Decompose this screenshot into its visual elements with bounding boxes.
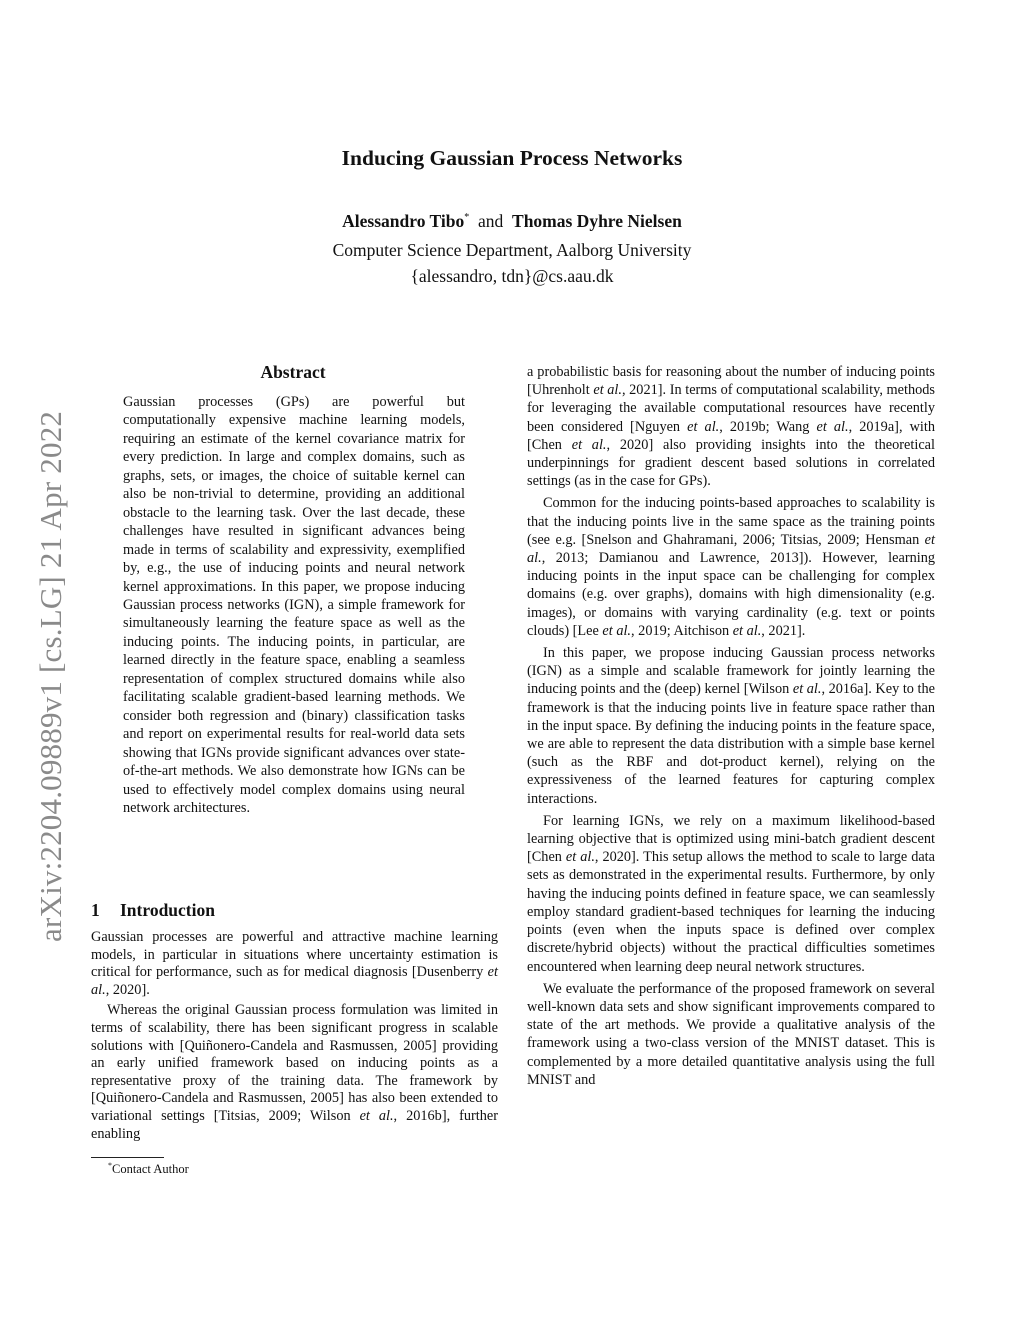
author-line: [0, 211, 1024, 232]
abstract-text: Gaussian processes (GPs) are powerful but computationally expensive machine learning models, requiring an estimate of the kernel covariance matrix for every prediction. In large and complex domains, such as graphs, sets, or images, the choice of suitable kernel can also be non-trivial to determine, providing an additional obstacle to the learning task. Over the last decade, these challenges have resulted in significant advances being made in terms of scalability and expressivity, exemplified by, e.g., the use of inducing points and neural network kernel approximations. In this paper, we propose inducing Gaussian process networks (IGN), a simple framework for simultaneously learning the feature space as well as the inducing points. The inducing points, in particular, are learned directly in the feature space, enabling a seamless representation of complex structured domains while also facilitating scalable gradient-based learning methods. We consider both regression and (binary) classification tasks and report on experimental results for real-world data sets showing that IGNs provide significant advances over state-of-the-art methods. We also demonstrate how IGNs can be used to effectively model complex domains using neural network architectures.: [123, 394, 465, 816]
paragraph: Gaussian processes are powerful and attractive machine learning models, in particular in situations where uncertainty estimation is critical for performance, such as for medical diagnosis [Dusenberry et al., 2020].: [91, 929, 498, 998]
footnote: [108, 1161, 189, 1177]
footnote-rule: [91, 1157, 164, 1158]
footnote-mark: *: [108, 1161, 112, 1170]
section-title: Introduction: [120, 900, 215, 920]
author-conjunction: and: [477, 211, 504, 231]
paragraph: a probabilistic basis for reasoning about the number of inducing points [Uhrenholt et al., 2021]. In terms of computational scalability, methods for leveraging the available computational resources have recently been considered [Nguyen et al., 2019b; Wang et al., 2019a], with [Chen et al., 2020] also providing insights into the theoretical underpinnings for gradient descent based solutions in correlated settings (as in the case for GPs).: [527, 364, 936, 490]
arxiv-identifier: arXiv:2204.09889v1 [cs.LG] 21 Apr 2022: [33, 410, 68, 942]
abstract-heading: Abstract: [260, 362, 326, 382]
paragraph: Common for the inducing points-based approaches to scalability is that the inducing points live in the same space as the training points (see e.g. [Snelson and Ghahramani, 2006; Titsias, 2009; Hensman et al., 2013; Damianou and Lawrence, 2013]). However, learning inducing points in the input space can be challenging for complex domains (e.g. over graphs), domains with high dimensionality (e.g. images), or domains with varying cardinality (e.g. text or points clouds) [Lee et al., 2019; Aitchison et al., 2021].: [527, 495, 935, 639]
author-1-footnote-mark: *: [464, 212, 470, 224]
introduction-left-column: [91, 929, 498, 1143]
paragraph: Whereas the original Gaussian process formulation was limited in terms of scalability, there has been significant progress in scalable solutions with [Quiñonero-Candela and Rasmussen, 2005] providing an early unified framework based on inducing points as a representative proxy of the training data. The framework by [Quiñonero-Candela and Rasmussen, 2005] has also been extended to variational settings [Titsias, 2009; Wilson et al., 2016b], further enabling: [91, 1002, 498, 1142]
section-number: 1: [91, 900, 100, 920]
paragraph: We evaluate the performance of the proposed framework on several well-known data sets and show significant improvements compared to state of the art methods. We provide a qualitative analysis of the framework using a two-class version of the MNIST dataset. This is complemented by a more detailed quantitative analysis using the full MNIST and: [527, 980, 935, 1088]
paragraph: In this paper, we propose inducing Gaussian process networks (IGN) as a simple and scalable framework for jointly learning the inducing points and the (deep) kernel [Wilson et al., 2016a]. Key to the framework is that the inducing points live in feature space rather than in the input space. By defining the inducing points in the feature space, we are able to represent the data distribution with a simple base kernel (such as the RBF and dot-product kernel), relying on the expressiveness of the learned features for capturing complex interactions.: [527, 645, 935, 807]
paper-title: Inducing Gaussian Process Networks: [341, 146, 683, 170]
footnote-text: Contact Author: [112, 1162, 189, 1177]
author-1: Alessandro Tibo: [342, 211, 465, 231]
author-2: Thomas Dyhre Nielsen: [512, 211, 682, 231]
author-emails: {alessandro, tdn}@cs.aau.dk: [410, 266, 614, 286]
right-column: [527, 363, 935, 1089]
section-heading-introduction: [91, 900, 215, 921]
affiliation: Computer Science Department, Aalborg University: [332, 240, 692, 260]
paragraph: For learning IGNs, we rely on a maximum likelihood-based learning objective that is optimized using mini-batch gradient descent [Chen et al., 2020]. This setup allows the method to scale to large data sets as demonstrated in the experimental results. Furthermore, by only having the inducing points defined in feature space, we can seamlessly employ standard gradient-based techniques for learning the inducing points (even when the inputs space is defined over complex discrete/hybrid objects) without the practical difficulties sometimes encountered when learning deep neural network structures.: [527, 812, 936, 975]
